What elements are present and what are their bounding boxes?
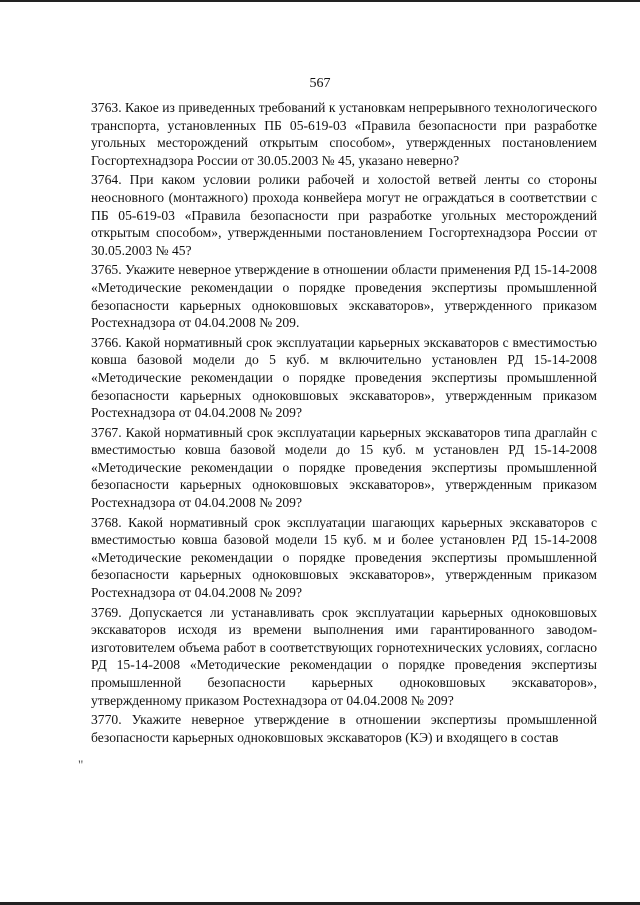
question-3767: 3767. Какой нормативный срок эксплуатации карьерных экскаваторов типа драглайн с вместимостью ковша базовой модели до 15 куб. м установлен РД 15-14-2008 «Методические рекомендации о порядке проведения экспертизы промышленной безопасности карьерных одноковшовых экскаваторов», утвержденным приказом Ростехнадзора от 04.04.2008 № 209?: [91, 424, 597, 511]
question-3764: 3764. При каком условии ролики рабочей и холостой ветвей ленты со стороны неосновного (монтажного) прохода конвейера могут не ограждаться в соответствии с ПБ 05-619-03 «Правила безопасности при разработке угольных месторождений открытым способом», утвержденными постановлением Госгортехнадзора России от 30.05.2003 № 45?: [91, 172, 597, 258]
question-3769: 3769. Допускается ли устанавливать срок эксплуатации карьерных одноковшовых экскаваторов исходя из времени выполнения ими гарантированного заводом-изготовителем объема работ в соответствующих горнотехнических условиях, согласно РД 15-14-2008 «Методические рекомендации о порядке проведения экспертизы промышленной безопасности карьерных одноковшовых экскаваторов», утвержденному приказом Ростехнадзора от 04.04.2008 № 209?: [91, 604, 597, 708]
question-3768: 3768. Какой нормативный срок эксплуатации шагающих карьерных экскаваторов с вместимостью ковша базовой модели 15 куб. м и более установлен РД 15-14-2008 «Методические рекомендации о порядке проведения экспертизы промышленной безопасности карьерных одноковшовых экскаваторов», утвержденным приказом Ростехнадзора от 04.04.2008 № 209?: [91, 514, 597, 601]
question-3770: 3770. Укажите неверное утверждение в отношении экспертизы промышленной безопасности карьерных одноковшовых экскаваторов (КЭ) и входящего в состав: [91, 712, 597, 745]
question-3766: 3766. Какой нормативный срок эксплуатации карьерных экскаваторов с вместимостью ковша базовой модели до 5 куб. м включительно установлен РД 15-14-2008 «Методические рекомендации о порядке проведения экспертизы промышленной безопасности карьерных одноковшовых экскаваторов», утвержденным приказом Ростехнадзора от 04.04.2008 № 209?: [91, 334, 597, 421]
document-body: [91, 99, 597, 748]
question-3763: 3763. Какое из приведенных требований к установкам непрерывного технологического транспорта, установленных ПБ 05-619-03 «Правила безопасности при разработке угольных месторождений открытым способом», утвержденных постановлением Госгортехнадзора России от 30.05.2003 № 45, указано неверно?: [91, 100, 597, 168]
page-top-edge: [0, 0, 640, 2]
page-number: 567: [309, 76, 331, 91]
margin-mark: ": [78, 757, 83, 772]
question-3765: 3765. Укажите неверное утверждение в отношении области применения РД 15-14-2008 «Методические рекомендации о порядке проведения экспертизы промышленной безопасности карьерных одноковшовых экскаваторов», утвержденного приказом Ростехнадзора от 04.04.2008 № 209.: [91, 262, 597, 331]
